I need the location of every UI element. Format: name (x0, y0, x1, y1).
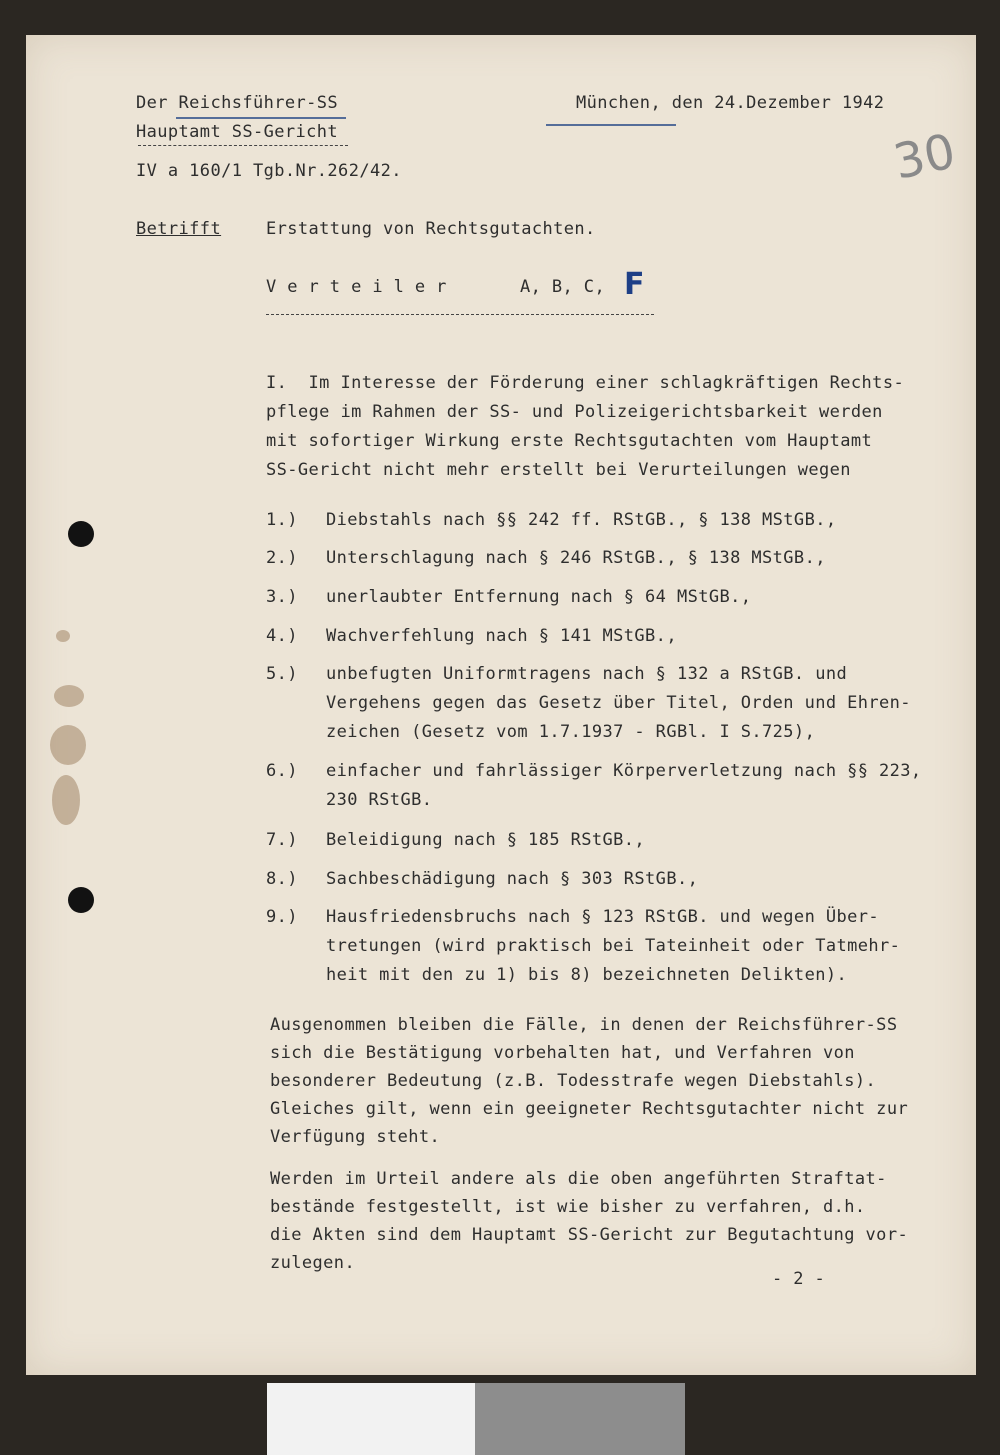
subject-label: Betrifft (136, 219, 222, 239)
item-text: unbefugten Uniformtragens nach § 132 a RStGB. und (326, 664, 848, 684)
reference-line: IV a 160/1 Tgb.Nr.262/42. (136, 161, 402, 181)
item-number: 7.) (266, 830, 298, 850)
paragraph-line: besonderer Bedeutung (z.B. Todesstrafe wegen Diebstahls). (270, 1071, 877, 1091)
section-one-line: I. Im Interesse der Förderung einer schlagkräftigen Rechts- (266, 373, 905, 393)
handwritten-distribution-mark: F (624, 267, 645, 302)
paragraph-line: Gleiches gilt, wenn ein geeigneter Rechtsgutachter nicht zur (270, 1099, 909, 1119)
paragraph-line: sich die Bestätigung vorbehalten hat, und Verfahren von (270, 1043, 855, 1063)
item-text: Diebstahls nach §§ 242 ff. RStGB., § 138 MStGB., (326, 510, 837, 530)
page-continuation: - 2 - (772, 1269, 826, 1289)
section-one-line: mit sofortiger Wirkung erste Rechtsgutachten vom Hauptamt (266, 431, 873, 451)
item-text: Unterschlagung nach § 246 RStGB., § 138 MStGB., (326, 548, 826, 568)
distribution-values: A, B, C, (520, 277, 606, 297)
item-number: 5.) (266, 664, 298, 684)
item-text: zeichen (Gesetz vom 1.7.1937 - RGBl. I S.725), (326, 722, 816, 742)
punch-hole-bottom (68, 887, 94, 913)
scan-calibration-white (267, 1383, 475, 1455)
paragraph-line: Ausgenommen bleiben die Fälle, in denen der Reichsführer-SS (270, 1015, 898, 1035)
date-line: München, den 24.Dezember 1942 (576, 93, 885, 113)
rust-stain (50, 725, 86, 765)
item-text: Sachbeschädigung nach § 303 RStGB., (326, 869, 699, 889)
item-text: unerlaubter Entfernung nach § 64 MStGB., (326, 587, 752, 607)
subject-text: Erstattung von Rechtsgutachten. (266, 219, 596, 239)
scan-calibration-grey (475, 1383, 685, 1455)
distribution-label: V e r t e i l e r (266, 277, 447, 297)
page-number-pencil: 30 (888, 123, 961, 191)
section-one-line: SS-Gericht nicht mehr erstellt bei Verurteilungen wegen (266, 460, 851, 480)
date-underline (546, 124, 676, 126)
paragraph-line: zulegen. (270, 1253, 356, 1273)
document-page (26, 35, 976, 1375)
item-number: 4.) (266, 626, 298, 646)
office-underline (138, 145, 348, 147)
item-number: 6.) (266, 761, 298, 781)
rust-stain (52, 775, 80, 825)
rust-stain (54, 685, 84, 707)
item-number: 1.) (266, 510, 298, 530)
issuer-underline (176, 117, 346, 119)
item-text: heit mit den zu 1) bis 8) bezeichneten Delikten). (326, 965, 848, 985)
item-number: 8.) (266, 869, 298, 889)
item-number: 3.) (266, 587, 298, 607)
item-number: 9.) (266, 907, 298, 927)
item-text: Hausfriedensbruchs nach § 123 RStGB. und wegen Über- (326, 907, 880, 927)
item-text: Vergehens gegen das Gesetz über Titel, Orden und Ehren- (326, 693, 911, 713)
item-text: tretungen (wird praktisch bei Tateinheit oder Tatmehr- (326, 936, 901, 956)
paragraph-line: bestände festgestellt, ist wie bisher zu verfahren, d.h. (270, 1197, 866, 1217)
item-number: 2.) (266, 548, 298, 568)
item-text: Beleidigung nach § 185 RStGB., (326, 830, 646, 850)
rust-stain (56, 630, 70, 642)
punch-hole-top (68, 521, 94, 547)
office-line: Hauptamt SS-Gericht (136, 122, 339, 142)
issuer-line: Der Reichsführer-SS (136, 93, 339, 113)
item-text: einfacher und fahrlässiger Körperverletzung nach §§ 223, (326, 761, 922, 781)
paragraph-line: Verfügung steht. (270, 1127, 441, 1147)
section-one-line: pflege im Rahmen der SS- und Polizeigerichtsbarkeit werden (266, 402, 883, 422)
distribution-underline (266, 314, 654, 316)
item-text: Wachverfehlung nach § 141 MStGB., (326, 626, 677, 646)
item-text: 230 RStGB. (326, 790, 433, 810)
paragraph-line: die Akten sind dem Hauptamt SS-Gericht zur Begutachtung vor- (270, 1225, 909, 1245)
paragraph-line: Werden im Urteil andere als die oben angeführten Straftat- (270, 1169, 887, 1189)
